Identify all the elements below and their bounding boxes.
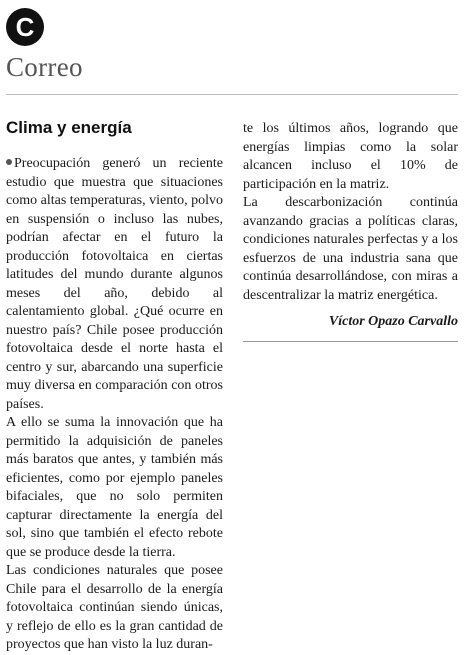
letter-author: Víctor Opazo Carvallo bbox=[328, 314, 458, 329]
letter-paragraph: te los últimos años, logrando que energías limpias como la solar alcancen incluso el 10% de participación en la matriz. bbox=[243, 121, 458, 192]
letter-paragraph: A ello se suma la innovación que ha permitido la adquisición de paneles más baratos que antes, y también más eficientes, como por ejemplo paneles bifaciales, que no solo permiten capturar directamente la energía del sol, sino que también el efecto rebote que se produce desde la tierra. bbox=[6, 415, 223, 560]
letter-title: Clima y energía bbox=[6, 118, 132, 137]
section-badge: C bbox=[6, 8, 44, 46]
letter-end-divider bbox=[243, 341, 458, 342]
letter-column-left bbox=[6, 155, 223, 655]
letter-paragraph: La descarbonización continúa avanzando gracias a políticas claras, condiciones naturales perfectas y a los esfuerzos de una industria sana que continúa desarrollándose, con miras a descentralizar la matriz energética. bbox=[243, 195, 458, 303]
section-name: Correo bbox=[6, 52, 83, 82]
bullet-icon bbox=[6, 159, 12, 165]
letter-paragraph: Preocupación generó un reciente estudio que muestra que situaciones como altas temperaturas, viento, polvo en suspensión o incluso las nubes, podrían afectar en el futuro la producción fotovoltaica en ciertas latitudes del mundo durante algunos meses del año, debido al calentamiento global. ¿Qué ocurre en nuestro país? Chile posee producción fotovoltaica desde el norte hasta el centro y sur, abarcando una superficie muy diversa en comparación con otros países. bbox=[6, 156, 223, 412]
section-divider bbox=[6, 94, 458, 95]
letter-column-right bbox=[243, 120, 458, 342]
letter-paragraph: Las condiciones naturales que posee Chile para el desarrollo de la energía fotovoltaica continúan siendo únicas, y reflejo de ello es la gran cantidad de proyectos que han visto la luz duran- bbox=[6, 563, 223, 652]
